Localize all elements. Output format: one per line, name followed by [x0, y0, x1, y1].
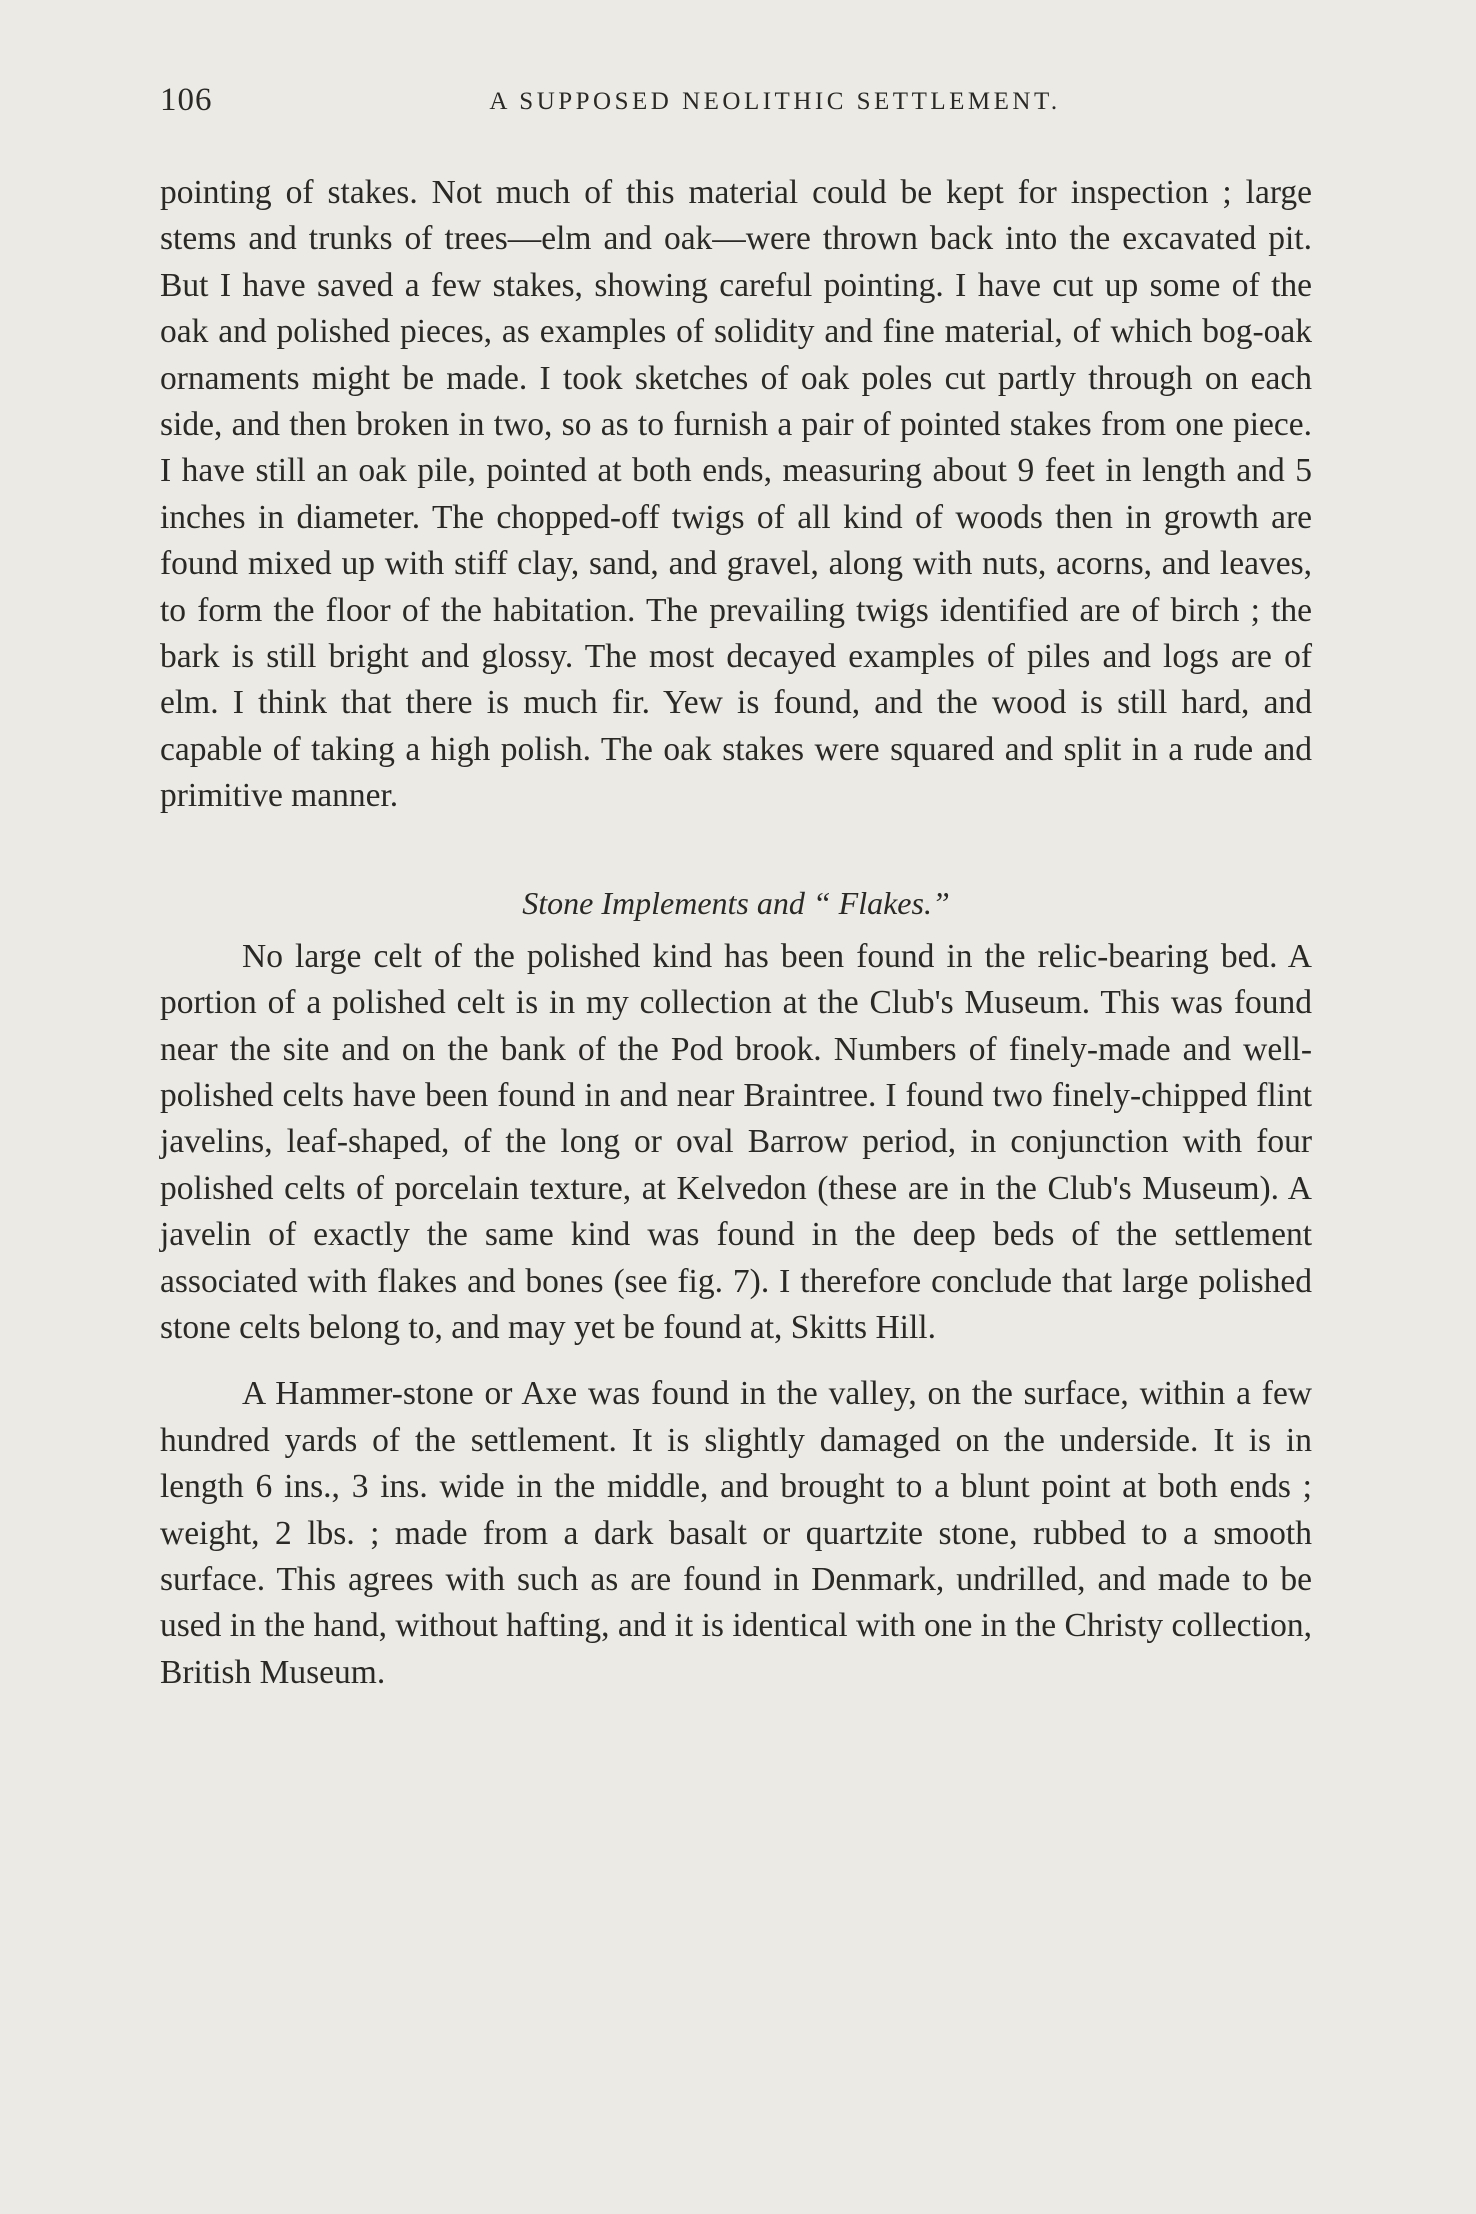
- paragraph-wood-remains: pointing of stakes. Not much of this material could be kept for inspection ; large stems and trunks of trees—elm and oak—were thrown back into the excavated pit. But I have saved a few stakes, showing careful pointing. I have cut up some of the oak and polished pieces, as examples of solidity and fine material, of which bog-oak ornaments might be made. I took sketches of oak poles cut partly through on each side, and then broken in two, so as to furnish a pair of pointed stakes from one piece. I have still an oak pile, pointed at both ends, measuring about 9 feet in length and 5 inches in diameter. The chopped-off twigs of all kind of woods then in growth are found mixed up with stiff clay, sand, and gravel, along with nuts, acorns, and leaves, to form the floor of the habitation. The prevailing twigs identified are of birch ; the bark is still bright and glossy. The most decayed examples of piles and logs are of elm. I think that there is much fir. Yew is found, and the wood is still hard, and capable of taking a high polish. The oak stakes were squared and split in a rude and primitive manner.: [160, 174, 1312, 815]
- page-number: 106: [160, 82, 213, 118]
- section-heading: Stone Implements and “ Flakes.”: [522, 884, 950, 921]
- page-header: [160, 82, 1320, 142]
- paragraph-hammer-stone: A Hammer-stone or Axe was found in the valley, on the surface, within a few hundred yards of the settlement. It is slightly damaged on the underside. It is in length 6 ins., 3 ins. wide in the middle, and brought to a blunt point at both ends ; weight, 2 lbs. ; made from a dark basalt or quartzite stone, rubbed to a smooth surface. This agrees with such as are found in Denmark, undrilled, and made to be used in the hand, without hafting, and it is identical with one in the Christy collection, British Museum.: [160, 1375, 1312, 1691]
- paragraph-stone-celts: No large celt of the polished kind has been found in the relic-bearing bed. A portion of a polished celt is in my collection at the Club's Museum. This was found near the site and on the bank of the Pod brook. Numbers of finely-made and well-polished celts have been found in and near Braintree. I found two finely-chipped flint javelins, leaf-shaped, of the long or oval Barrow period, in conjunction with four polished celts of porcelain texture, at Kelvedon (these are in the Club's Museum). A javelin of exactly the same kind was found in the deep beds of the settlement associated with flakes and bones (see fig. 7). I therefore conclude that large polished stone celts belong to, and may yet be found at, Skitts Hill.: [160, 937, 1312, 1346]
- body-text: [160, 170, 1312, 1696]
- running-title: A SUPPOSED NEOLITHIC SETTLEMENT.: [489, 88, 1061, 115]
